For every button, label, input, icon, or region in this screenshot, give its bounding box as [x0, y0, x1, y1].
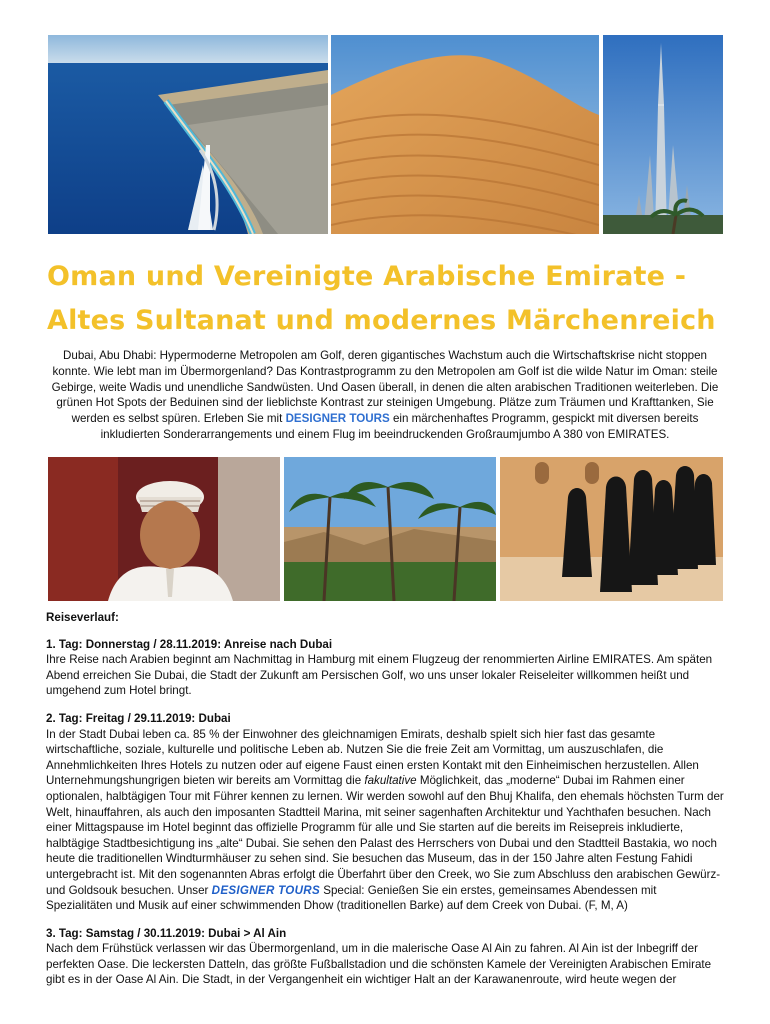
title-line-2: Altes Sultanat und modernes Märchenreich: [47, 305, 716, 336]
day-2-text-a: In der Stadt Dubai leben ca. 85 % der Einwohner des gleichnamigen Emirats, deshalb spielt sich hier fast das gesamte wirtschaftliche, soziale, kulturelle und politische Leben ab. Nutzen Sie die freie Zeit am Vormittag, um auszuschlafen, die Annehmlichkeiten Ihres Hotels zu nutzen oder auf eigene Faust einen ersten Kontakt mit den Einheimischen herzustellen. Allen Unternehmungshungrigen bieten wir bereits am Vormittag die: [46, 727, 699, 788]
day-1-text: Ihre Reise nach Arabien beginnt am Nachmittag in Hamburg mit einem Flugzeug der renommierten Airline EMIRATES. Am späten Abend erreichen Sie Dubai, die Stadt der Zukunft am Persischen Golf, wo uns unser lokaler Reiseleiter willkommen heißt und umgehend zum Hotel bringt.: [46, 653, 713, 698]
day-2-emphasis: fakultative: [364, 774, 417, 788]
intro-text-a: Dubai, Abu Dhabi: Hypermoderne Metropolen am Golf, deren gigantisches Wachstum auch die Wirtschaftskrise nicht stoppen konnte. Wie lebt man im Übermorgenland? Das Kontrastprogramm zu den Metropolen am Golf ist die wilde Natur im Oman: steile Gebirge, weite Wadis und unendliche Sandwüsten. Und Oasen überall, in denen die alten arabischen Traditionen weiterleben. Die grünen Hot Spots der Beduinen sind der lieblichste Kontrast zur steinigen Umgebung. Plätze zum Träumen und Krafttanken, Sie werden es selbst spüren. Erleben Sie mit: [51, 349, 719, 426]
omani-boy-photo: [48, 457, 280, 601]
day-2-heading: 2. Tag: Freitag / 29.11.2019: Dubai: [46, 711, 231, 725]
designer-tours-brand: DESIGNER TOURS: [285, 412, 390, 426]
day-3-section: [46, 926, 726, 988]
burj-al-arab-coast-photo: [48, 35, 328, 234]
day-1-heading: 1. Tag: Donnerstag / 28.11.2019: Anreise nach Dubai: [46, 637, 333, 651]
page-title: [47, 255, 737, 343]
desert-dune-photo: [331, 35, 599, 234]
veiled-women-photo: [500, 457, 723, 601]
day-3-heading: 3. Tag: Samstag / 30.11.2019: Dubai > Al Ain: [46, 926, 287, 940]
day-3-text: Nach dem Frühstück verlassen wir das Übermorgenland, um in die malerische Oase Al Ain zu fahren. Al Ain ist der Inbegriff der perfekten Oase. Die leckersten Datteln, das größte Fußballstadion und die schönsten Kamele der Vereinigten Arabischen Emirate gibt es in der Oase Al Ain. Die Stadt, in der Vergangenheit ein wichtiger Halt an der Karawanenroute, wird heute wegen der: [46, 942, 712, 987]
day-2-text-b: Möglichkeit, das „moderne“ Dubai im Rahmen einer optionalen, halbtägigen Tour mit Führer kennen zu lernen. Wir werden sowohl auf den Bhuj Khalifa, den ehemals höchsten Turm der Welt, hinauffahren, als auch den imposanten Stadtteil Marina, mit seiner sagenhaften Architektur und Yachthafen besuchen. Nach einer Mittagspause im Hotel beginnt das offizielle Programm für alle und Sie starten auf die bereits im Reisepreis inkludierte, halbtägige Stadtbesichtigung ins „alte“ Dubai. Sie sehen den Palast des Herrschers von Dubai und den Stadtteil Bastakia, wo noch heute die traditionellen Windturmhäuser zu sehen sind. Sie besuchen das Museum, das in der 150 Jahre alten Festung Fahidi untergebracht ist. Mit den sogenannten Abras erfolgt die Überfahrt über den Creek, wo Sie zum Abschluss den arabischen Gewürz- und Goldsouk besuchen. Unser: [46, 774, 724, 897]
palm-oasis-photo: [284, 457, 496, 601]
designer-tours-brand-inline: DESIGNER TOURS: [211, 883, 321, 897]
title-line-1: Oman und Vereinigte Arabische Emirate -: [47, 261, 687, 292]
day-2-text-c: Special: Genießen Sie ein erstes, gemeinsames Abendessen mit Spezialitäten und Musik auf einer schwimmenden Dhow (traditionellen Barke) auf dem Creek von Dubai. (F, M, A): [46, 883, 657, 913]
intro-paragraph: [46, 348, 724, 443]
day-2-section: [46, 711, 726, 914]
intro-text-b: ein märchenhaftes Programm, gespickt mit diversen bereits inkludierten Sonderarrangements und einem Flug im beeindruckenden Großraumjumbo A 380 von EMIRATES.: [100, 412, 699, 441]
burj-khalifa-photo: [603, 35, 723, 234]
itinerary-heading: Reiseverlauf:: [46, 611, 119, 624]
day-2-text: [46, 727, 726, 914]
day-1-section: [46, 637, 726, 699]
itinerary: [46, 610, 726, 1000]
